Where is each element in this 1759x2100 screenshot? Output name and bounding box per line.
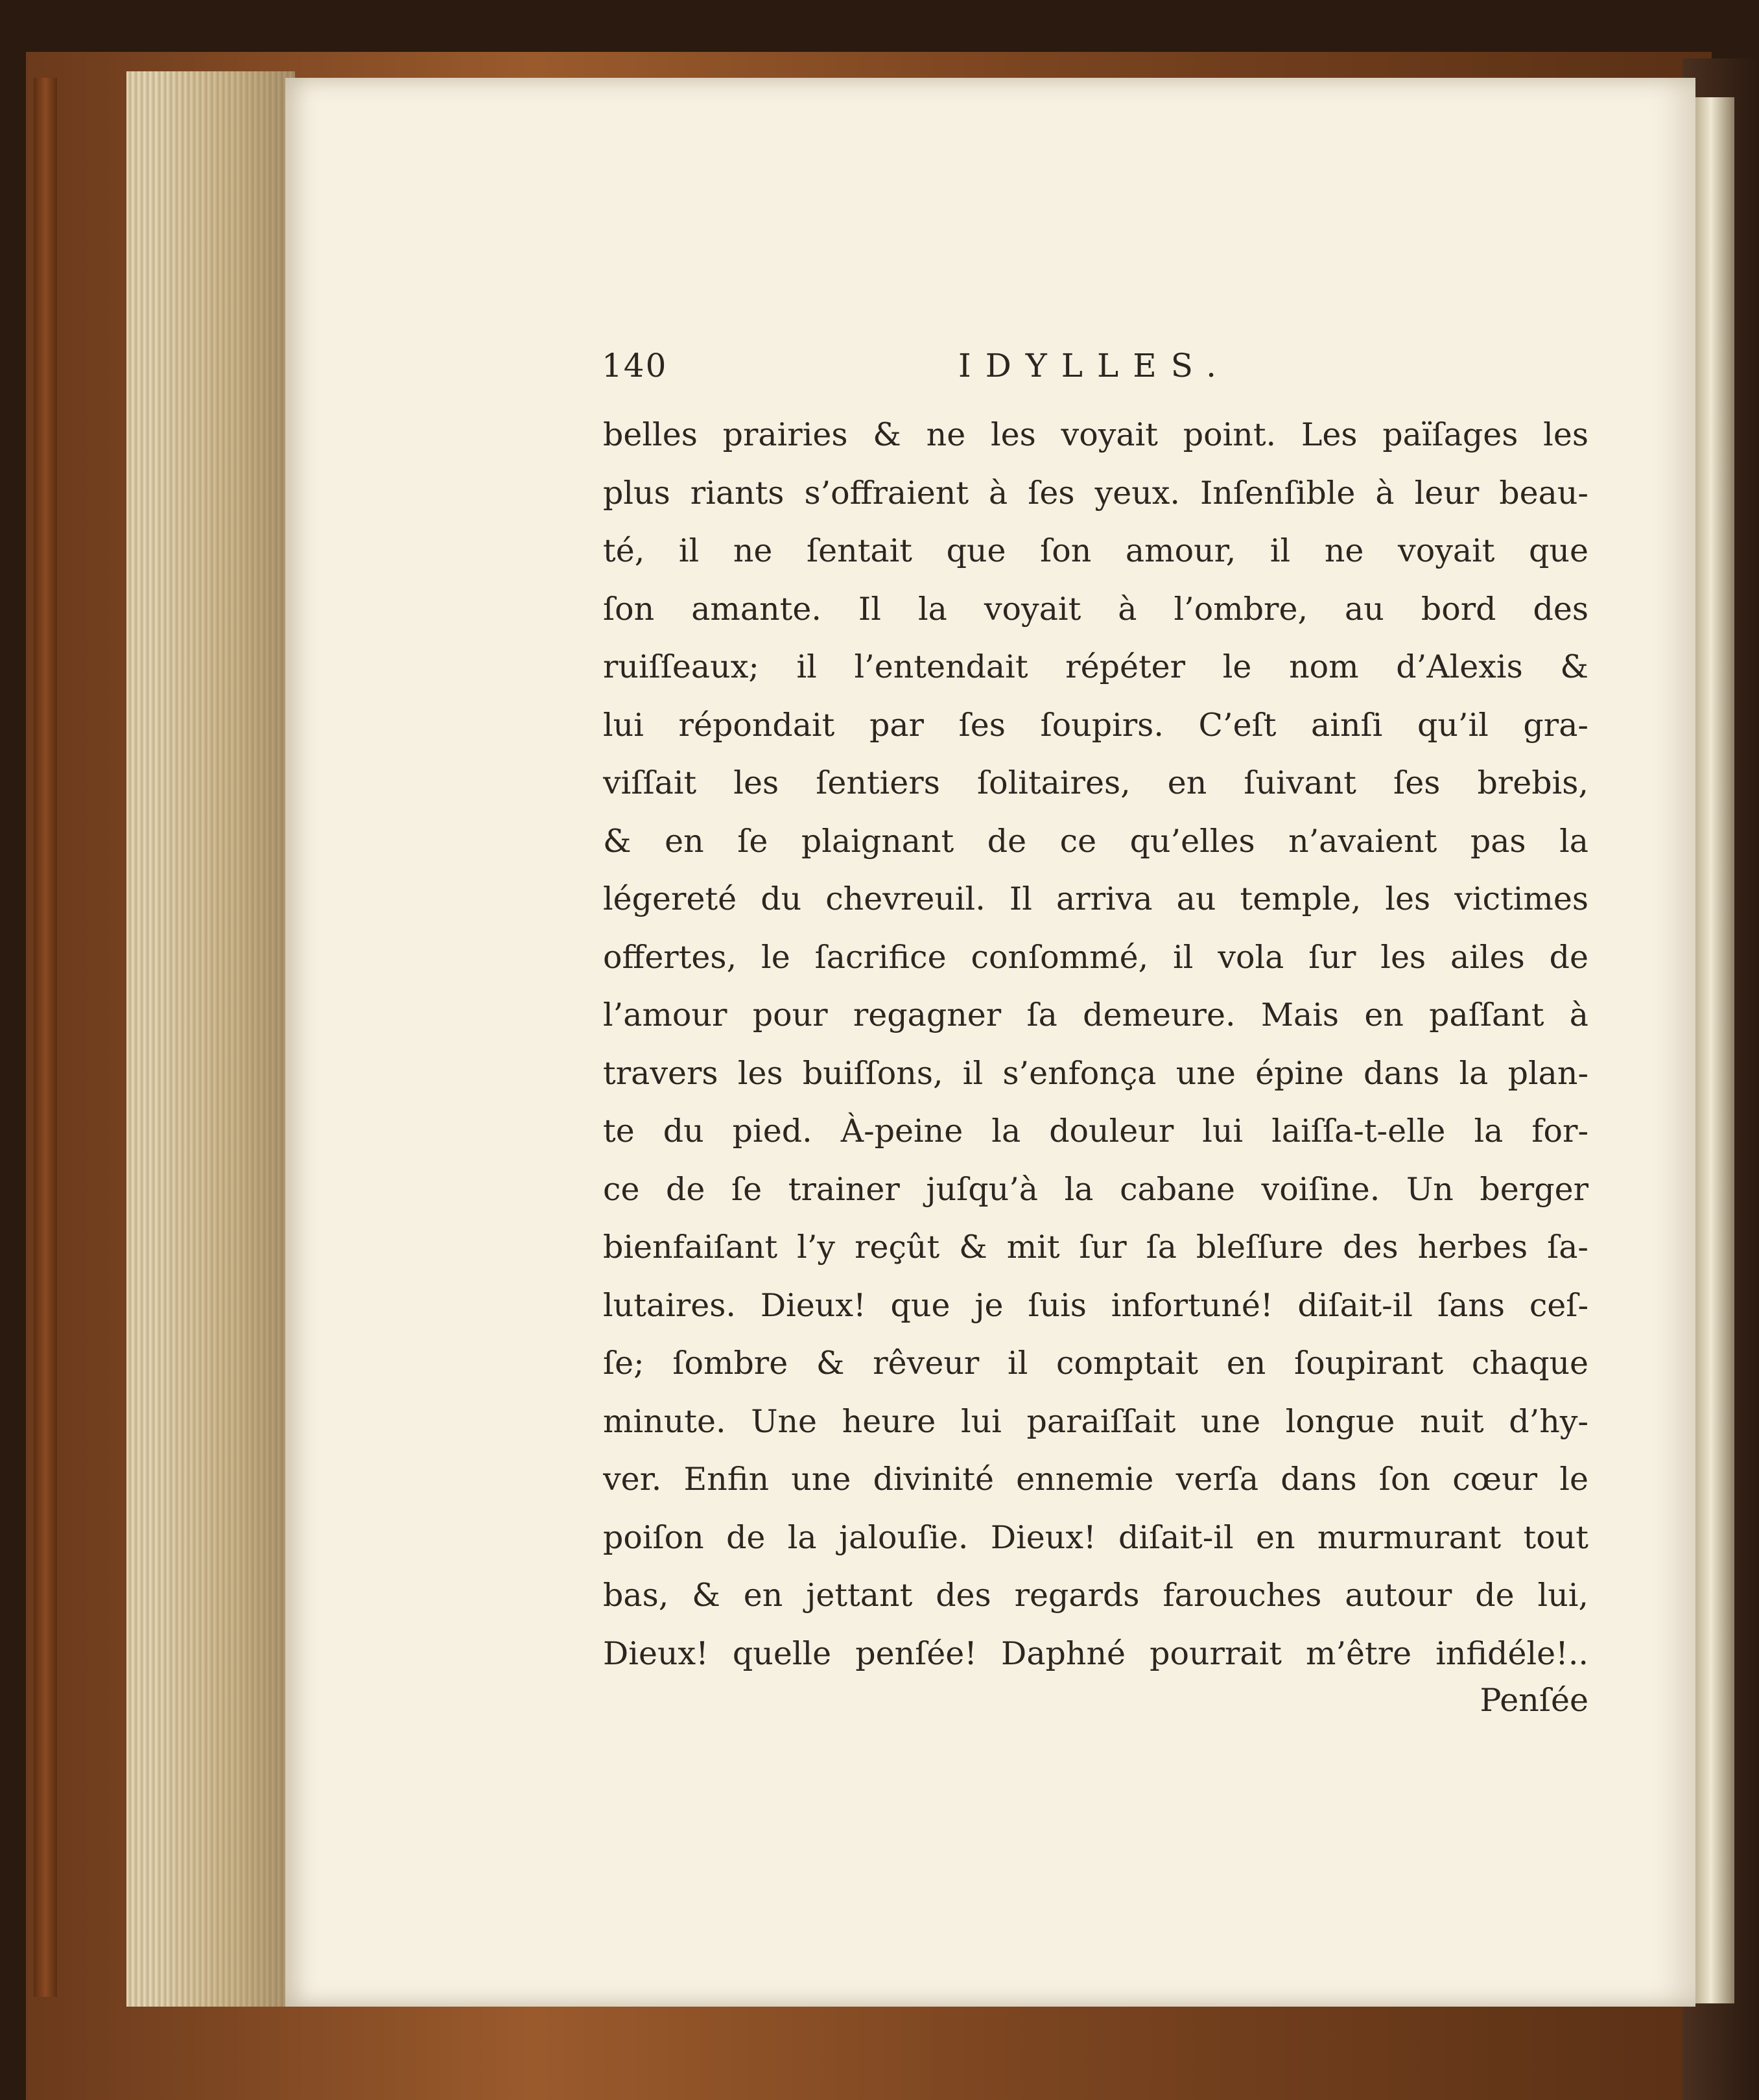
text-line: belles prairies & ne les voyait point. Les païſages les: [603, 416, 1588, 453]
text-line: ce de ſe trainer juſqu’à la cabane voiſine. Un berger: [603, 1170, 1588, 1208]
text-line: viſſait les ſentiers ſolitaires, en ſuivant ſes brebis,: [603, 764, 1588, 801]
page-edges-shadow: [156, 71, 295, 2007]
text-line: ſe; ſombre & rêveur il comptait en ſoupirant chaque: [603, 1345, 1588, 1382]
text-line: té, il ne ſentait que ſon amour, il ne voyait que: [603, 532, 1588, 569]
text-line: ver. Enfin une divinité ennemie verſa dans ſon cœur le: [603, 1461, 1588, 1498]
catchword: Penſée: [1480, 1682, 1588, 1719]
page-gutter: [1695, 97, 1734, 2003]
text-line: ruiſſeaux; il l’entendait répéter le nom d’Alexis &: [603, 648, 1588, 685]
text-line: & en ſe plaignant de ce qu’elles n’avaient pas la: [603, 822, 1588, 860]
text-line: plus riants s’offraient à ſes yeux. Inſenſible à leur beau-: [603, 474, 1588, 512]
text-line: te du pied. À-peine la douleur lui laiſſa-t-elle la for-: [603, 1113, 1588, 1150]
body-text: [603, 406, 1588, 1682]
text-line: lui répondait par ſes ſoupirs. C’eſt ainſi qu’il gra-: [603, 706, 1588, 744]
text-line: Dieux! quelle penſée! Daphné pourrait m’être infidéle!..: [603, 1634, 1588, 1672]
running-title: IDYLLES.: [958, 347, 1231, 384]
text-line: légereté du chevreuil. Il arriva au temple, les victimes: [603, 880, 1588, 917]
leather-spine-edge: [34, 78, 57, 1997]
text-line: bienfaiſant l’y reçût & mit ſur ſa bleſſure des herbes ſa-: [603, 1229, 1588, 1266]
text-line: lutaires. Dieux! que je ſuis infortuné! diſait-il ſans ceſ-: [603, 1286, 1588, 1324]
page-header: [602, 347, 1587, 399]
text-line: ſon amante. Il la voyait à l’ombre, au bord des: [603, 590, 1588, 628]
text-line: minute. Une heure lui paraiſſait une longue nuit d’hy-: [603, 1402, 1588, 1440]
page-number: 140: [602, 347, 668, 384]
text-line: l’amour pour regagner ſa demeure. Mais en paſſant à: [603, 997, 1588, 1033]
text-line: poiſon de la jalouſie. Dieux! diſait-il en murmurant tout: [603, 1518, 1588, 1556]
text-line: travers les buiſſons, il s’enfonça une épine dans la plan-: [603, 1054, 1588, 1092]
text-line: bas, & en jettant des regards farouches autour de lui,: [603, 1577, 1588, 1614]
text-line: offertes, le ſacrifice conſommé, il vola ſur les ailes de: [603, 938, 1588, 976]
